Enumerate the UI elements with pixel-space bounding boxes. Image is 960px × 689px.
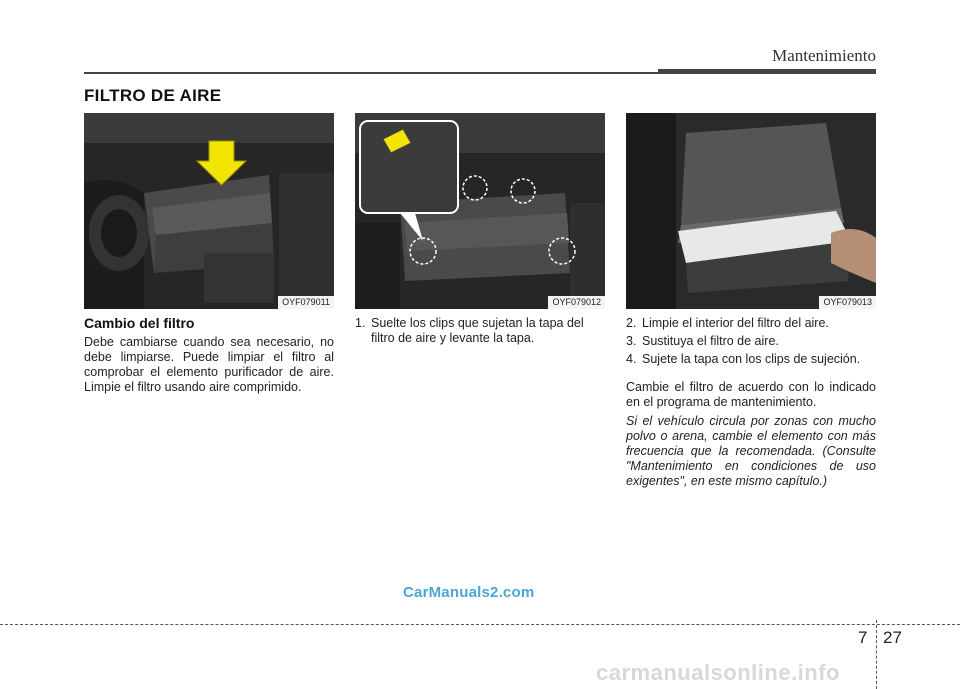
footer-dashed-line	[0, 624, 960, 625]
subhead: Cambio del filtro	[84, 315, 195, 331]
figure-filter-element	[626, 113, 876, 309]
step-item	[626, 316, 876, 331]
section-title: FILTRO DE AIRE	[84, 86, 222, 105]
step-text: Suelte los clips que sujetan la tapa del filtro de aire y levante la tapa.	[371, 316, 584, 345]
step-item	[626, 334, 876, 349]
italic-note: Si el vehículo circula por zonas con mucho polvo o arena, cambie el elemento con más frecuencia que la recomendada. (Consulte "Mantenimiento en condiciones de uso exigentes", en este mismo capítulo.)	[626, 414, 876, 488]
figure-code: OYF079011	[278, 296, 334, 309]
header-rule-thick	[658, 69, 876, 74]
step-text: Sustituya el filtro de aire.	[642, 334, 779, 348]
column-steps-1	[355, 316, 605, 349]
column-steps-2	[626, 316, 876, 489]
step-item	[355, 316, 605, 346]
header-title: Mantenimiento	[772, 46, 876, 65]
site-watermark: carmanualsonline.info	[596, 660, 840, 685]
figure-code: OYF079012	[548, 296, 605, 309]
header-rule-thin	[84, 72, 664, 74]
watermark-link[interactable]: CarManuals2.com	[403, 584, 535, 601]
step-number: 3.	[626, 334, 637, 348]
step-text: Sujete la tapa con los clips de sujeción.	[642, 352, 861, 366]
figure-air-filter-clips	[355, 113, 605, 309]
step-text: Limpie el interior del filtro del aire.	[642, 316, 829, 330]
spacer	[626, 370, 876, 380]
body-text: Debe cambiarse cuando sea necesario, no debe limpiarse. Puede limpiar el filtro al comprobar el elemento purificador de aire. Limpie el filtro usando aire comprimido.	[84, 335, 334, 394]
figure-code: OYF079013	[819, 296, 876, 309]
page-number: 27	[883, 628, 902, 647]
footer-vertical-dash	[876, 620, 877, 689]
step-number: 1.	[355, 316, 366, 330]
step-number: 2.	[626, 316, 637, 330]
chapter-number: 7	[858, 628, 868, 647]
column-filter-change	[84, 316, 334, 395]
step-item	[626, 352, 876, 367]
figure-engine-bay-arrow	[84, 113, 334, 309]
maintenance-paragraph: Cambie el filtro de acuerdo con lo indicado en el programa de mantenimiento.	[626, 380, 876, 409]
step-number: 4.	[626, 352, 637, 366]
